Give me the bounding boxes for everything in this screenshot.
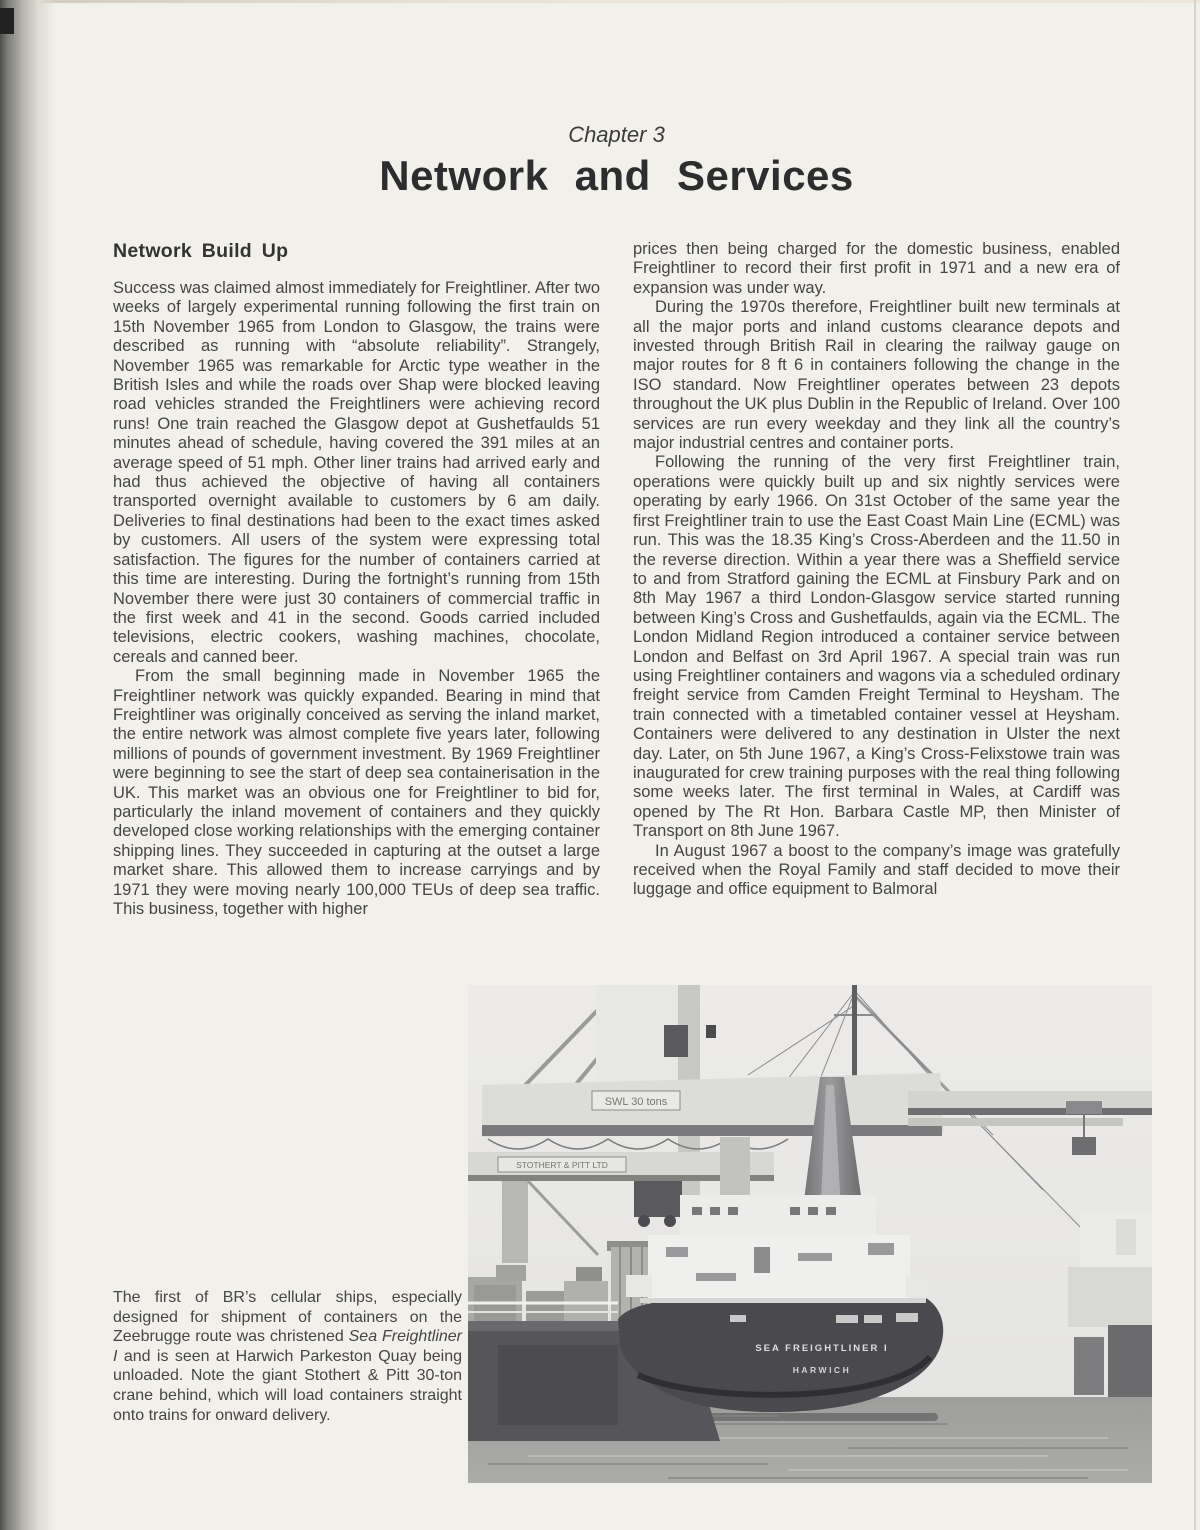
page-right-edge <box>1194 0 1196 1530</box>
bridge-wing <box>626 1275 652 1297</box>
paragraph: During the 1970s therefore, Freightliner built new terminals at all the major ports and inland customs clearance depots and invested through British Rail in clearing the railway gauge on major routes for 8 ft 6 in containers following the change in the ISO standard. Now Freightliner operates between 23 depots throughout the UK plus Dublin in the Republic of Ireland. Over 100 services are run every weekday and they link all the country’s major industrial centres and container ports. <box>633 298 1120 453</box>
hull-top-rail <box>640 1298 926 1303</box>
scan-corner-mark <box>0 8 14 34</box>
right-column <box>633 240 1120 919</box>
crane-beam-underside <box>482 1125 942 1136</box>
crane-cab-window <box>664 1025 688 1057</box>
signal-flag <box>706 1025 716 1038</box>
chapter-label: Chapter 3 <box>568 122 665 147</box>
ship-mast <box>852 985 857 1085</box>
section-heading: Network Build Up <box>113 240 289 262</box>
photo-canvas <box>468 985 1152 1483</box>
bridge-upper-deck <box>680 1195 876 1239</box>
right-vessel <box>1068 1211 1152 1397</box>
photo-caption <box>113 1288 462 1425</box>
caption-text: The first of BR’s cellular ships, especially designed for shipment of containers on the Zeebrugge route was christened <box>113 1289 462 1346</box>
book-gutter-shadow <box>0 0 56 1530</box>
caption-ship-name: Sea Freightliner I <box>113 1328 462 1365</box>
paragraph: Success was claimed almost immediately for Freightliner. After two weeks of largely experimental running following the first train on 15th November 1965 from London to Glasgow, the trains were described as running with “absolute reliability”. Strangely, November 1965 was remarkable for Arctic type weather in the British Isles and while the roads over Shap were blocked leaving road vehicles stranded the Freightliners were achieving record runs! One train reached the Glasgow depot at Gushetfaulds 51 minutes ahead of schedule, having covered the 391 miles at an average speed of 51 mph. Other liner trains had arrived early and had thus achieved the objective of having all containers transported overnight available to customers by 6 am daily. Deliveries to final destinations had been to the exact times asked by customers. All users of the system were expressing total satisfaction. The figures for the number of containers carried at this time are interesting. During the fortnight’s running from 15th November there were just 30 containers of commercial traffic in the first week and 41 in the second. Goods carried included televisions, electric cookers, washing machines, chocolate, cereals and canned beer. <box>113 279 600 666</box>
ship-port-label: HARWICH <box>792 1365 852 1375</box>
page-title: Network and Services <box>379 152 854 199</box>
crane-boom <box>908 1091 1152 1108</box>
scan-top-edge <box>0 0 1200 3</box>
bridge-wing <box>906 1275 928 1297</box>
swl-label: SWL 30 tons <box>604 1096 668 1108</box>
crane-leg <box>502 1181 528 1263</box>
ship-name-label: SEA FREIGHTLINER I <box>755 1343 889 1354</box>
body-columns <box>113 240 1120 919</box>
paragraph: From the small beginning made in November 1965 the Freightliner network was quickly expanded. Bearing in mind that Freightliner was originally conceived as serving the inland market, the entire network was almost complete five years later, following millions of pounds of government investment. By 1969 Freightliner were beginning to see the start of deep sea containerisation in the UK. This market was an obvious one for Freightliner to bid for, particularly the inland movement of containers and they quickly developed close working relationships with the emerging container shipping lines. They succeeded in capturing at the outset a large market share. This allowed them to increase carryings and by 1971 they were moving nearly 100,000 TEUs of deep sea traffic. This business, together with higher <box>113 667 600 918</box>
paragraph: Following the running of the very first Freightliner train, operations were quickly built up and six nightly services were operating by early 1966. On 31st October of the same year the first Freightliner train to use the East Coast Main Line (ECML) was run. This was the 18.35 King’s Cross-Aberdeen and the 11.50 in the reverse direction. Within a year there was a Sheffield service to and from Stratford gaining the ECML at Finsbury Park and on 8th May 1967 a third London-Glasgow service started running between King’s Cross and Gushetfaulds, again via the ECML. The London Midland Region introduced a container service between London and Belfast on 3rd April 1967. A special train was run using Freightliner containers and wagons via a scheduled ordinary freight service from Camden Freight Terminal to Heysham. The train connected with a timetabled container vessel at Heysham. Containers were delivered to any destination in Ulster the next day. Later, on 5th June 1967, a King’s Cross-Felixstowe train was inaugurated for crew training purposes with the real thing following some weeks later. The first terminal in Wales, at Cardiff was opened by The Rt Hon. Barbara Castle MP, then Minister of Transport on 8th June 1967. <box>633 453 1120 841</box>
crane-boom-underside <box>908 1108 1152 1115</box>
caption-text: and is seen at Harwich Parkeston Quay being unloaded. Note the giant Stothert & Pitt 30-ton crane behind, which will load containers straight onto trains for onward delivery. <box>113 1347 462 1424</box>
crane-boom-rail <box>908 1118 1123 1126</box>
paragraph: In August 1967 a boost to the company’s image was gratefully received when the Royal Family and staff decided to move their luggage and office equipment to Balmoral <box>633 841 1120 899</box>
paragraph: prices then being charged for the domestic business, enabled Freightliner to record their first profit in 1971 and a new era of expansion was under way. <box>633 240 1120 297</box>
crane-maker-label: STOTHERT & PITT LTD <box>516 1160 608 1170</box>
photograph-sea-freightliner <box>468 985 1152 1483</box>
superstructure-door <box>754 1247 770 1273</box>
left-column <box>113 240 600 919</box>
